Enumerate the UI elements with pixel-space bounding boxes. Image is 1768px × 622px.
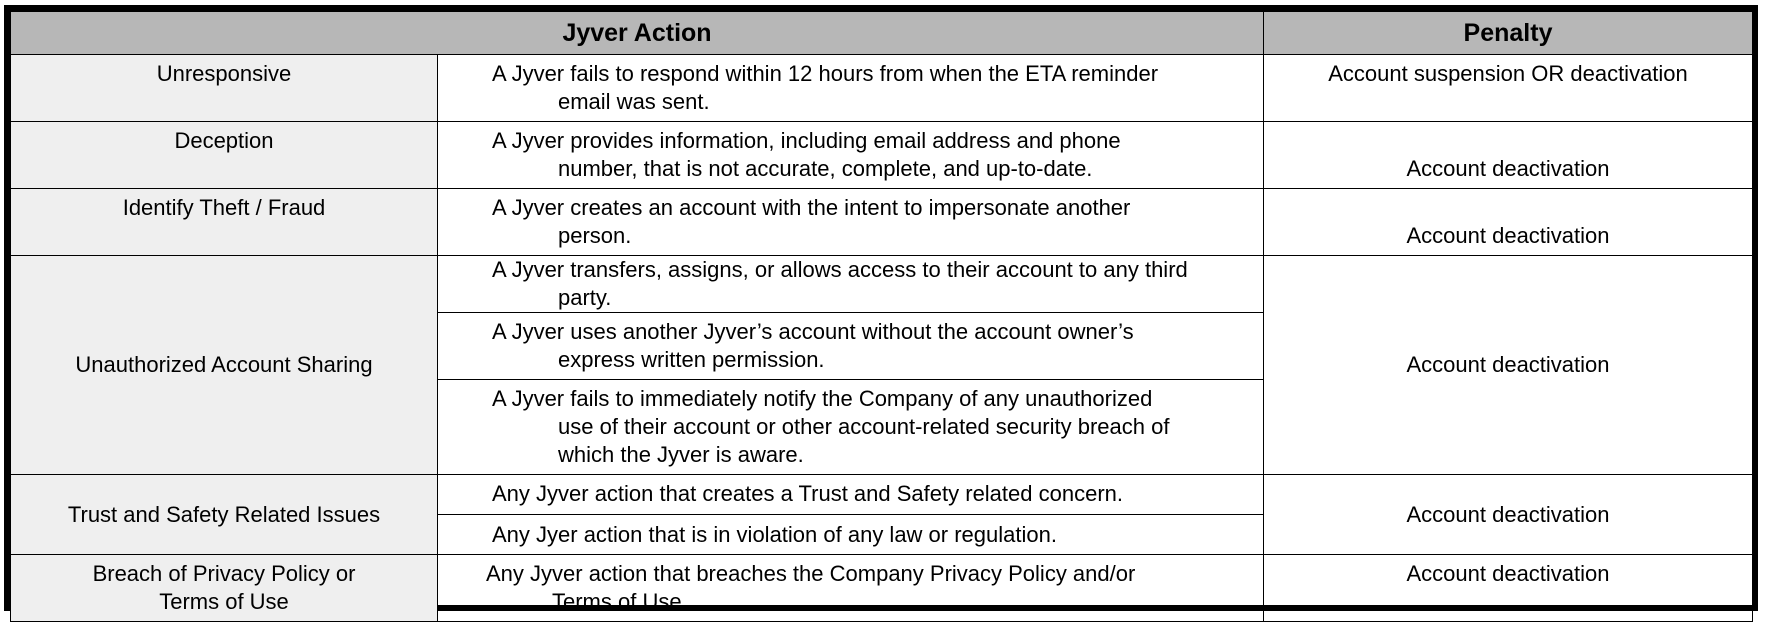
penalty-trust-safety: Account deactivation [1264, 475, 1753, 555]
category-account-sharing: Unauthorized Account Sharing [11, 256, 438, 475]
action-identity-theft: A Jyver creates an account with the intent to impersonate another person. [438, 189, 1264, 256]
action-account-sharing-1: A Jyver transfers, assigns, or allows access to their account to any third party. [438, 256, 1264, 313]
category-trust-safety: Trust and Safety Related Issues [11, 475, 438, 555]
action-account-sharing-2: A Jyver uses another Jyver’s account without the account owner’s express written permission. [438, 313, 1264, 380]
action-deception: A Jyver provides information, including email address and phone number, that is not accurate, complete, and up-to-date. [438, 122, 1264, 189]
action-privacy: Any Jyver action that breaches the Company Privacy Policy and/or Terms of Use. [438, 555, 1264, 622]
penalty-account-sharing: Account deactivation [1264, 256, 1753, 475]
table-row [11, 256, 1753, 313]
header-jyver-action: Jyver Action [11, 12, 1264, 55]
category-deception: Deception [11, 122, 438, 189]
penalty-deception: Account deactivation [1264, 122, 1753, 189]
penalty-privacy: Account deactivation [1264, 555, 1753, 622]
action-account-sharing-3: A Jyver fails to immediately notify the Company of any unauthorized use of their account or other account-related security breach of which the Jyver is aware. [438, 380, 1264, 475]
table-row [11, 55, 1753, 122]
category-privacy: Breach of Privacy Policy or Terms of Use [11, 555, 438, 622]
penalty-table-frame [4, 5, 1758, 614]
category-unresponsive: Unresponsive [11, 55, 438, 122]
table-row [11, 122, 1753, 189]
penalty-table [10, 11, 1753, 622]
category-identity-theft: Identify Theft / Fraud [11, 189, 438, 256]
header-row [11, 12, 1753, 55]
penalty-identity-theft: Account deactivation [1264, 189, 1753, 256]
action-trust-safety-2: Any Jyer action that is in violation of any law or regulation. [438, 515, 1264, 555]
table-row [11, 555, 1753, 622]
action-unresponsive: A Jyver fails to respond within 12 hours from when the ETA reminder email was sent. [438, 55, 1264, 122]
table-row [11, 475, 1753, 515]
action-trust-safety-1: Any Jyver action that creates a Trust and Safety related concern. [438, 475, 1264, 515]
table-row [11, 189, 1753, 256]
header-penalty: Penalty [1264, 12, 1753, 55]
penalty-unresponsive: Account suspension OR deactivation [1264, 55, 1753, 122]
